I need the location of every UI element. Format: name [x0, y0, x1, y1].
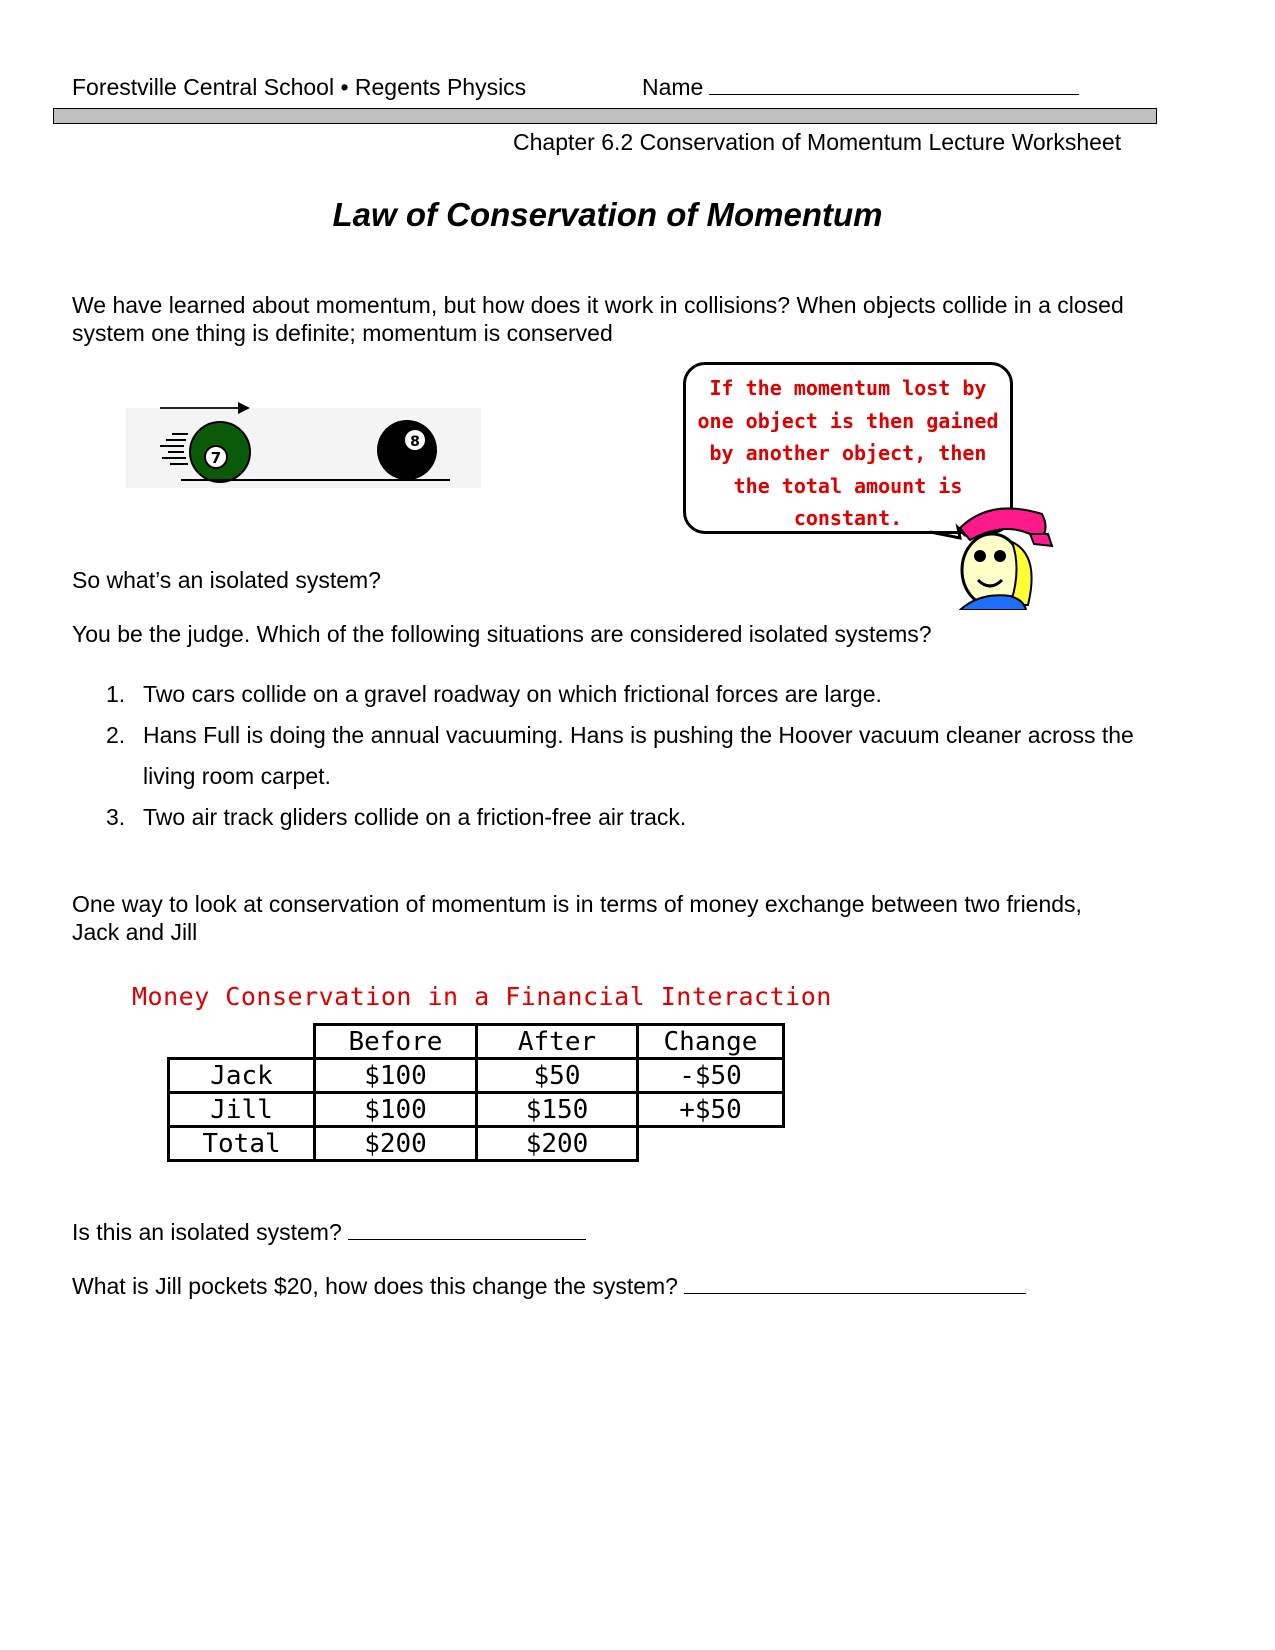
answer-blank-line[interactable] — [348, 1219, 586, 1240]
table-row — [169, 1093, 784, 1127]
table-header-cell — [169, 1025, 315, 1059]
svg-text:8: 8 — [410, 434, 420, 450]
isolated-system-question: So what’s an isolated system? — [72, 567, 381, 593]
list-number: 3. — [106, 804, 126, 830]
table-cell-empty — [638, 1127, 784, 1161]
table-row — [169, 1059, 784, 1093]
name-label: Name — [642, 74, 704, 100]
table-header-cell: Before — [315, 1025, 477, 1059]
you-be-judge-prompt: You be the judge. Which of the following situations are considered isolated systems? — [72, 621, 932, 647]
list-text: Two air track gliders collide on a friction-free air track. — [143, 804, 687, 830]
page-title: Law of Conservation of Momentum — [332, 196, 883, 233]
table-header-row — [169, 1025, 784, 1059]
table-cell: $100 — [315, 1093, 477, 1127]
billiard-balls-icon — [126, 400, 481, 490]
table-cell: -$50 — [638, 1059, 784, 1093]
billiard-collision-figure — [126, 400, 481, 490]
cartoon-girl-icon — [930, 500, 1070, 610]
situations-list — [72, 674, 1152, 838]
table-cell: $200 — [477, 1127, 638, 1161]
list-number: 1. — [106, 681, 126, 707]
table-row — [169, 1127, 784, 1161]
table-header-cell: After — [477, 1025, 638, 1059]
chapter-subtitle: Chapter 6.2 Conservation of Momentum Lecture Worksheet — [513, 129, 1122, 155]
intro-paragraph: We have learned about momentum, but how does it work in collisions? When objects collide in a closed system one thing is definite; momentum is conserved — [72, 292, 1124, 346]
header-divider-bar — [53, 108, 1157, 124]
answer-blank-line[interactable] — [684, 1273, 1026, 1294]
table-header-cell: Change — [638, 1025, 784, 1059]
money-analogy-paragraph: One way to look at conservation of momentum is in terms of money exchange between two friends, Jack and Jill — [72, 891, 1082, 945]
table-cell: +$50 — [638, 1093, 784, 1127]
svg-text:7: 7 — [210, 449, 222, 467]
money-table-title: Money Conservation in a Financial Interaction — [132, 982, 832, 1011]
table-cell: Total — [169, 1127, 315, 1161]
list-item — [72, 715, 1152, 797]
isolated-system-followup: Is this an isolated system? — [72, 1219, 342, 1245]
table-cell: Jack — [169, 1059, 315, 1093]
speech-bubble-text: If the momentum lost by one object is then gained by another object, then the total amount is constant. — [697, 376, 999, 530]
school-course-header: Forestville Central School • Regents Physics — [72, 74, 527, 100]
table-cell: $150 — [477, 1093, 638, 1127]
jill-pockets-answer-row — [72, 1272, 1026, 1300]
isolated-system-answer-row — [72, 1218, 586, 1246]
table-cell: $200 — [315, 1127, 477, 1161]
list-item — [72, 674, 1152, 715]
table-cell: Jill — [169, 1093, 315, 1127]
jill-pockets-question: What is Jill pockets $20, how does this change the system? — [72, 1273, 678, 1299]
name-blank-line[interactable] — [709, 74, 1079, 95]
table-cell: $50 — [477, 1059, 638, 1093]
list-text: Two cars collide on a gravel roadway on which frictional forces are large. — [143, 681, 882, 707]
table-cell: $100 — [315, 1059, 477, 1093]
list-item — [72, 797, 1152, 838]
cartoon-girl-figure — [930, 500, 1070, 610]
name-field[interactable] — [642, 74, 1079, 101]
list-text: Hans Full is doing the annual vacuuming. Hans is pushing the Hoover vacuum cleaner across the living room carpet. — [143, 722, 1134, 789]
list-number: 2. — [106, 722, 126, 748]
money-conservation-table — [167, 1023, 785, 1162]
